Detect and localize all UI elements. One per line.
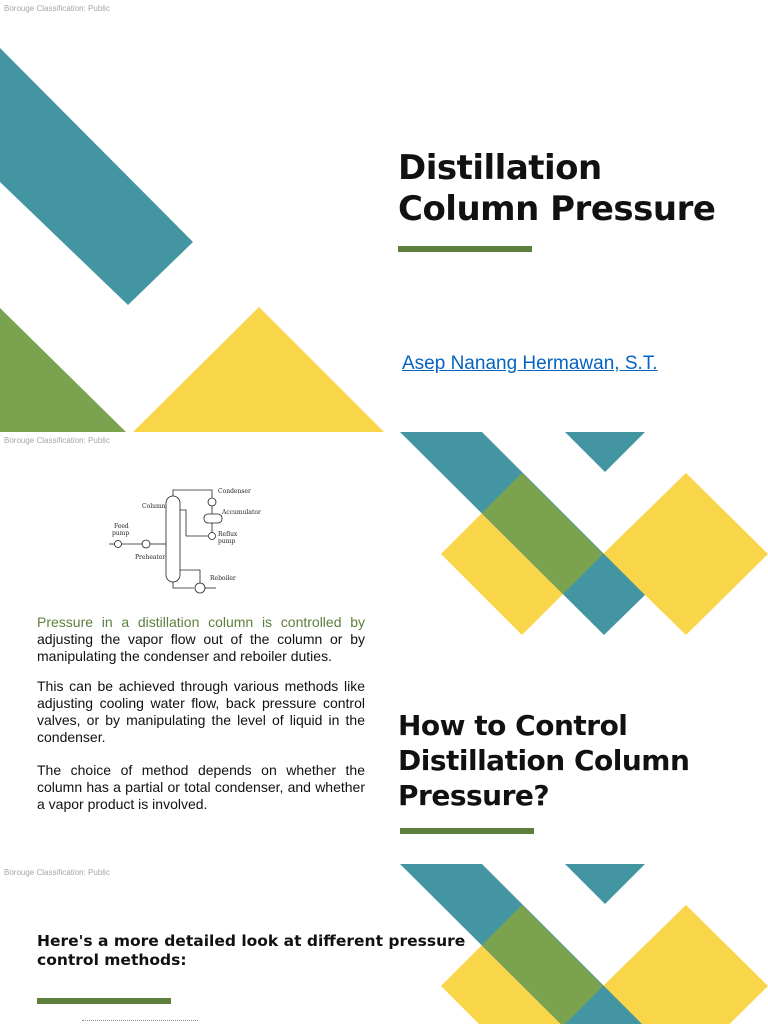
reboiler-label: Reboiler: [210, 575, 236, 582]
feed-pump-symbol: [115, 541, 122, 548]
yellow-diamond-right: [603, 905, 768, 1024]
accumulator-vessel: [204, 514, 222, 523]
preheater-label: Preheater: [135, 554, 166, 561]
column-label: Column: [142, 503, 166, 510]
condenser-symbol: [208, 498, 216, 506]
heading-underline: [37, 998, 171, 1004]
content-slide: [0, 432, 768, 864]
teal-small-triangle: [565, 864, 645, 904]
preheater-symbol: [142, 540, 150, 548]
section-heading: [37, 932, 477, 970]
reboiler-symbol: [195, 583, 205, 593]
paragraph-1-rest: adjusting the vapor flow out of the column or by manipulating the condenser and reboiler duties.: [37, 631, 365, 664]
title-line-3: Pressure?: [398, 779, 550, 812]
title-line-1: How to Control: [398, 709, 628, 742]
condenser-label: Condenser: [218, 488, 251, 495]
paragraph-3: The choice of method depends on whether the column has a partial or total condenser, and whether a vapor product is involved.: [37, 762, 365, 812]
yellow-triangle: [133, 307, 384, 432]
author-link[interactable]: Asep Nanang Hermawan, S.T.: [402, 353, 658, 374]
content-box-edge: [82, 1020, 198, 1024]
reflux-pump-label: pump: [218, 538, 236, 545]
content-slide: [0, 864, 768, 1024]
title-line-1: Distillation: [398, 148, 602, 188]
reflux-label: Reflux: [218, 531, 238, 538]
heading-line-1: Here's a more detailed look at different pressure: [37, 932, 466, 950]
teal-diagonal-band: [0, 48, 193, 305]
teal-small-triangle: [565, 432, 645, 472]
paragraph-2: This can be achieved through various methods like adjusting cooling water flow, back pressure control valves, or by manipulating the level of liquid in the condenser.: [37, 678, 365, 745]
classification-label: Borouge Classification: Public: [4, 868, 110, 877]
paragraph-1: [37, 614, 365, 665]
slide-title: [398, 148, 758, 230]
column-vessel: [166, 496, 180, 582]
classification-label: Borouge Classification: Public: [4, 4, 110, 13]
classification-label: Borouge Classification: Public: [4, 436, 110, 445]
heading-line-2: control methods:: [37, 951, 187, 969]
paragraph-1-highlight: Pressure in a distillation column is controlled by: [37, 614, 365, 630]
title-line-2: Column Pressure: [398, 189, 716, 229]
title-slide: [0, 0, 768, 432]
title-line-2: Distillation Column: [398, 744, 690, 777]
distillation-column-diagram: [108, 484, 268, 604]
feed-label: Feed: [114, 523, 129, 530]
title-underline: [398, 246, 532, 252]
feed-pump-label: pump: [112, 530, 130, 537]
slide-title: [398, 708, 748, 813]
accumulator-label: Accumulator: [222, 509, 261, 516]
title-underline: [400, 828, 534, 834]
green-triangle: [0, 308, 126, 432]
reflux-pump-symbol: [209, 533, 216, 540]
